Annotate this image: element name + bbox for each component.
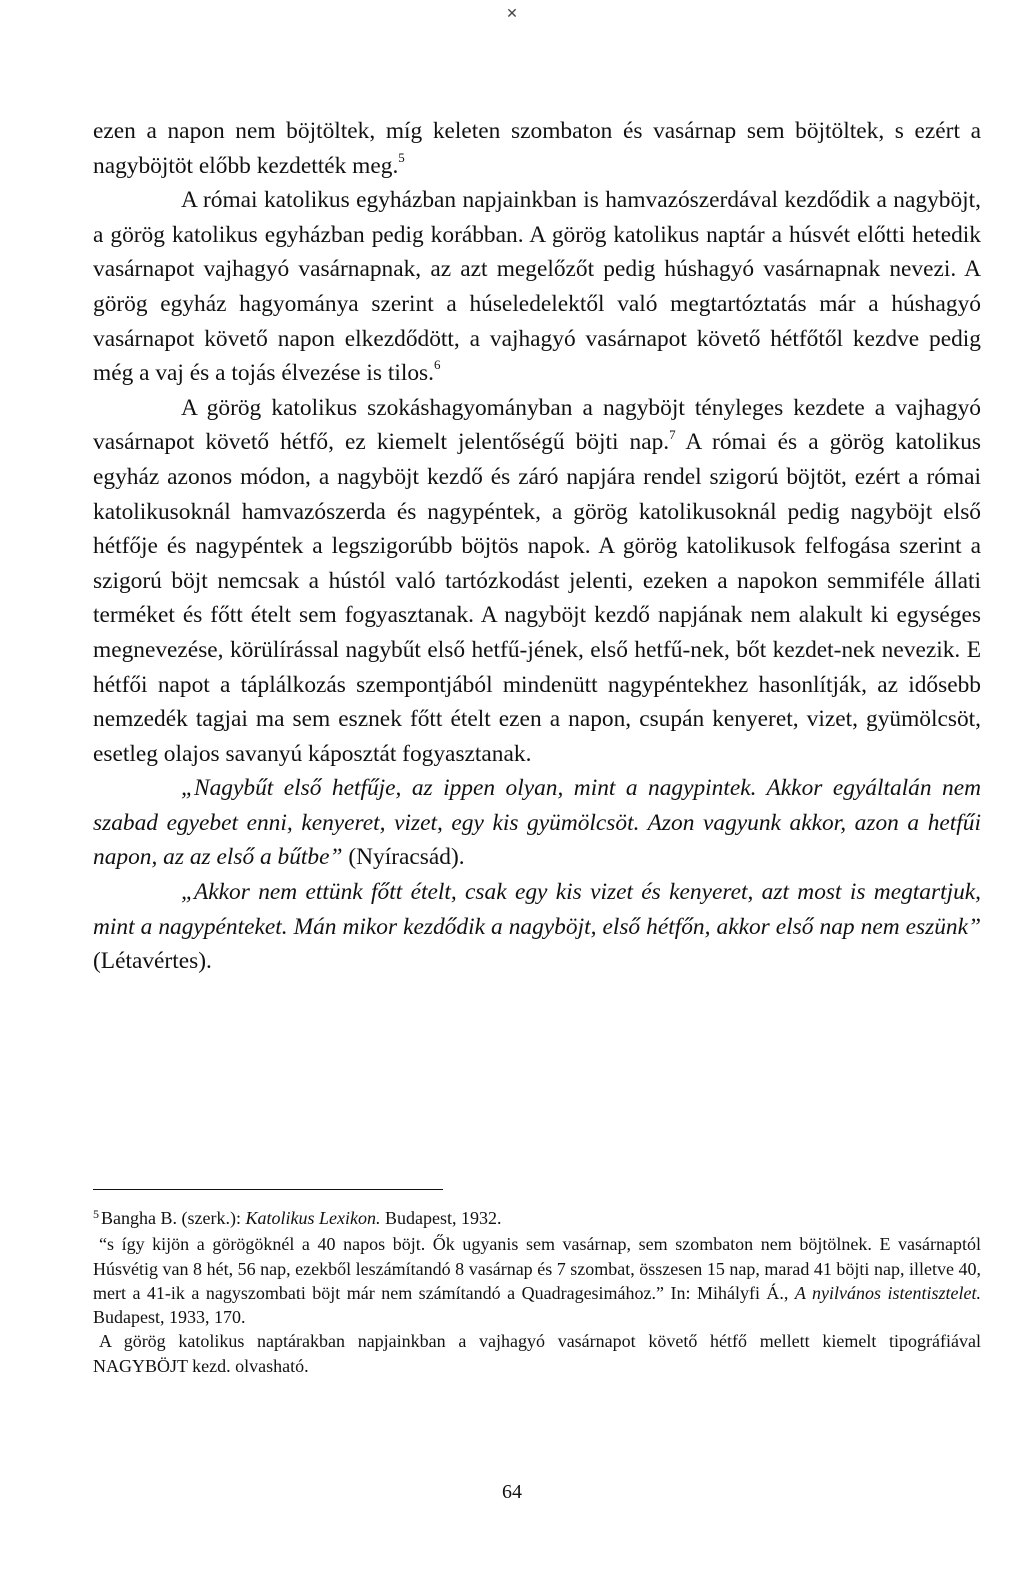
quote-source: (Létavértes). <box>93 948 212 975</box>
page-number: 64 <box>502 1481 522 1503</box>
footnote <box>93 1206 981 1232</box>
paragraph <box>93 391 981 772</box>
footnote <box>93 1329 981 1378</box>
footnote-text: Bangha B. (szerk.): <box>101 1208 246 1228</box>
footnote-number: 5 <box>93 1207 99 1221</box>
footnote-ref: 7 <box>669 426 676 442</box>
paragraph-text: ezen a napon nem böjtöltek, míg keleten szombaton és vasárnap sem böjtöltek, s ezért a nagyböjtöt előbb kezdették meg. <box>93 118 981 179</box>
quote-paragraph <box>93 875 981 979</box>
footnote-ref: 5 <box>398 149 405 165</box>
footnote-divider <box>93 1189 443 1190</box>
footnotes <box>93 1206 981 1378</box>
footnote-title: Katolikus Lexikon. <box>245 1208 381 1228</box>
paragraph-text: A római és a görög katolikus egyház azonos módon, a nagyböjt kezdő és záró napjára rendel szigorú böjtöt, ezért a római katolikusoknál hamvazószerda és nagypéntek, a görög katolikusoknál pedig nagyböjt első hétfője és nagypéntek a legszigorúbb böjtös napok. A görög katolikusok felfogása szerint a szigorú böjt nemcsak a hústól való tartózkodást jelenti, ezeken a napokon semmiféle állati terméket és főtt ételt sem fogyasztanak. A nagyböjt kezdő napjának nem alakult ki egységes megnevezése, körülírással nagybűt első hetfű-jének, első hetfű-nek, bőt kezdet-nek nevezik. E hétfői napot a táplálkozás szempontjából mindenütt nagypéntekhez hasonlítják, az idősebb nemzedék tagjai ma sem esznek főtt ételt ezen a napon, csupán kenyeret, vizet, gyümölcsöt, esetleg olajos savanyú káposztát fogyasztanak. <box>93 429 981 767</box>
main-text <box>93 114 981 979</box>
footnote-text: Budapest, 1933, 170. <box>93 1307 246 1328</box>
paragraph <box>93 114 981 183</box>
quote-text: „Nagybűt első hetfűje, az ippen olyan, mint a nagypintek. Akkor egyáltalán nem szabad egyebet enni, kenyeret, vizet, egy kis gyümölcsöt. Azon vagyunk akkor, azon a hetfűi napon, az az első a bűtbe” <box>93 775 981 871</box>
footnote-text: A görög katolikus naptárakban napjainkban a vajhagyó vasárnapot követő hétfő mellett kiemelt tipográfiával NAGYBÖJT kezd. olvasható. <box>93 1331 981 1376</box>
paragraph <box>93 183 981 391</box>
quote-text: „Akkor nem ettünk főtt ételt, csak egy kis vizet és kenyeret, azt most is megtartjuk, mint a nagypénteket. Mán mikor kezdődik a nagyböjt, első hétfőn, akkor első nap nem eszünk” <box>93 879 981 940</box>
page-mark: ✕ <box>506 7 518 22</box>
footnote-text: “s így kijön a görögöknél a 40 napos böjt. Ők ugyanis sem vasárnap, sem szombaton nem böjtölnek. E vasárnaptól Húsvétig van 8 hét, 56 nap, ezekből leszámítandó 8 vasárnap és 7 szombat, összesen 15 nap, marad 41 böjti nap, illetve 40, mert a 41-ik a nagyszombati böjt már nem számítandó a Quadragesimához.” In: Mihályfi Á., <box>93 1234 981 1303</box>
footnote-text: Budapest, 1932. <box>380 1208 502 1228</box>
paragraph-text: A római katolikus egyházban napjainkban is hamvazószerdával kezdődik a nagyböjt, a görög katolikus egyházban pedig korábban. A görög katolikus naptár a húsvét előtti hetedik vasárnapot vajhagyó vasárnapnak, az azt megelőzőt pedig húshagyó vasárnapnak nevezi. A görög egyház hagyománya szerint a húseledelektől való megtartóztatás már a húshagyó vasárnapot követő napon elkezdődött, a vajhagyó vasárnapot követő hétfőtől kezdve pedig még a vaj és a tojás élvezése is tilos. <box>93 187 981 387</box>
footnote-title: A nyilvános istentisztelet. <box>794 1282 981 1303</box>
quote-paragraph <box>93 771 981 875</box>
footnote <box>93 1232 981 1329</box>
footnote-ref: 6 <box>434 357 441 373</box>
quote-source: (Nyíracsád). <box>342 844 465 871</box>
paragraph-text: A görög katolikus szokáshagyományban a nagyböjt tényleges kezdete a vajhagyó vasárnapot követő hétfő, ez kiemelt jelentőségű böjti nap. <box>93 394 981 456</box>
